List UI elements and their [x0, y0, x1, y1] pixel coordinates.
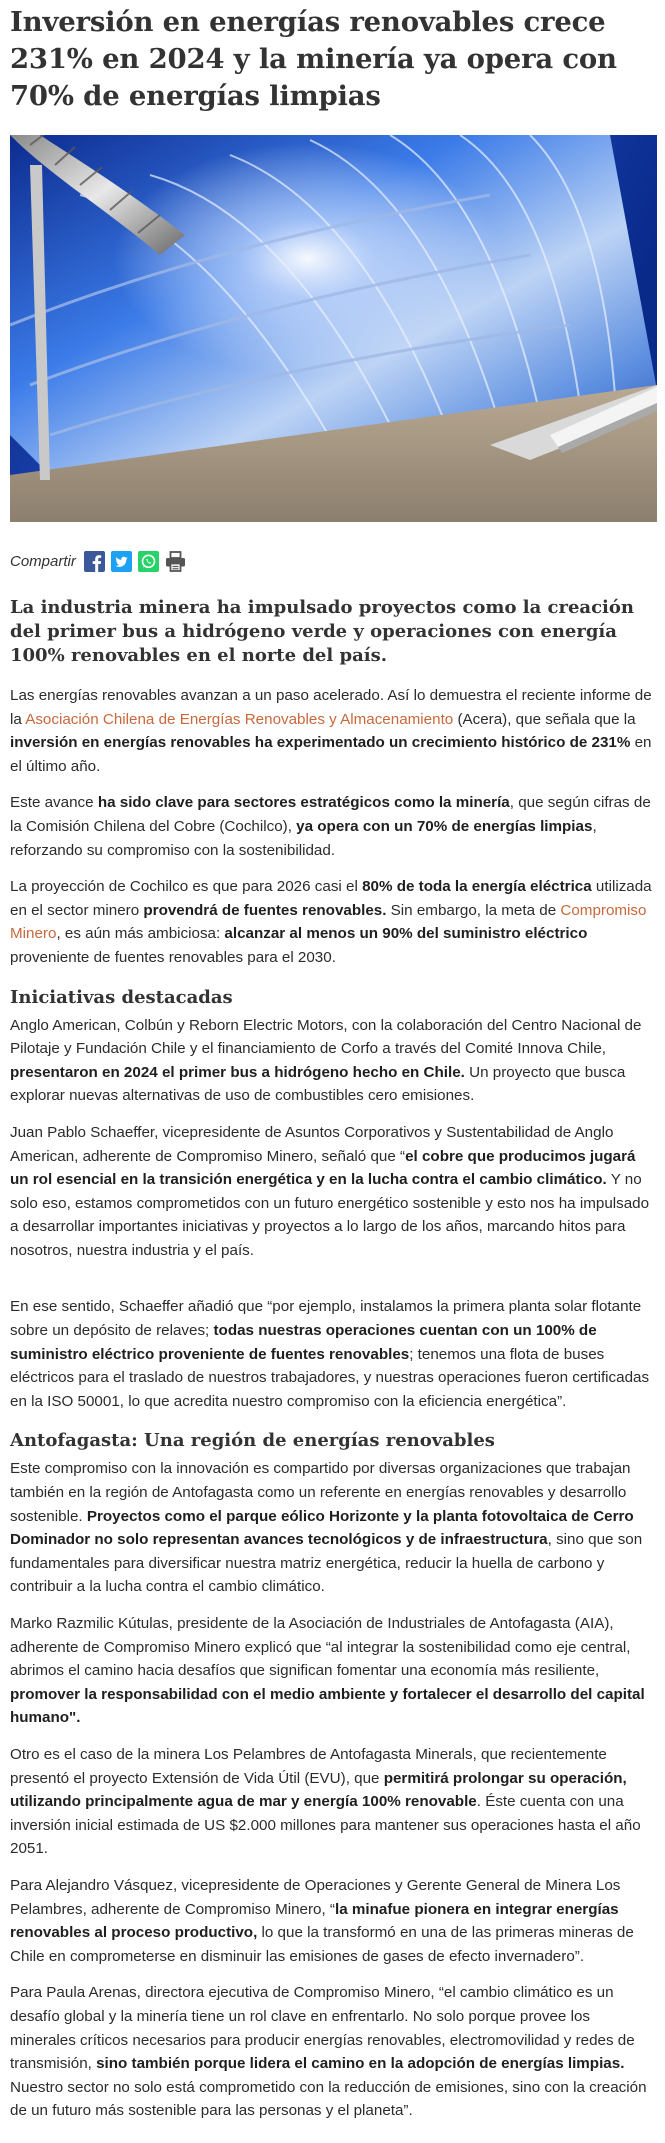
paragraph-1: Las energías renovables avanzan a un paso acelerado. Así lo demuestra el reciente informe de la Asociación Chilena de Energías Renovables y Almacenamiento (Acera), que señala que la inversión en energías renovables ha experimentado un crecimiento histórico de 231% en el último año. — [10, 687, 652, 775]
print-icon[interactable] — [165, 551, 186, 572]
paragraph-10: Para Alejandro Vásquez, vicepresidente de Operaciones y Gerente General de Minera Los Pelambres, adherente de Compromiso Minero, “la minafue pionera en integrar energías renovables al proceso productivo, lo que la transformó en una de las primeras mineras de Chile en comprometerse en disminuir las emisiones de gases de efecto invernadero”. — [10, 1876, 634, 1965]
paragraph-7: Este compromiso con la innovación es compartido por diversas organizaciones que trabajan también en la región de Antofagasta como un referente en energías renovables y desarrollo sostenible. Proyectos como el parque eólico Horizonte y la planta fotovoltaica de Cerro Dominador no solo representan avances tecnológicos y de infraestructura, sino que son fundamentales para diversificar nuestra matriz energética, reducir la huella de carbono y contribuir a la lucha contra el cambio climático. — [10, 1460, 643, 1596]
paragraph-3: La proyección de Cochilco es que para 2026 casi el 80% de toda la energía eléctrica utilizada en el sector minero provendrá de fuentes renovables. Sin embargo, la meta de Compromiso Minero, es aún más ambiciosa: alcanzar al menos un 90% del suministro eléctrico proveniente de fuentes renovables para el 2030. — [10, 878, 652, 966]
paragraph-5: Juan Pablo Schaeffer, vicepresidente de Asuntos Corporativos y Sustentabilidad de Anglo American, adherente de Compromiso Minero, señaló que “el cobre que producimos jugará un rol esencial en la transición energética y en la lucha contra el cambio climático. Y no solo eso, estamos comprometidos con un futuro energético sostenible y esto nos ha impulsado a desarrollar importantes iniciativas y proyectos a lo largo de los años, marcando hitos para nosotros, nuestra industria y el país. — [10, 1123, 650, 1259]
section-heading-antofagasta: Antofagasta: Una región de energías renovables — [10, 1430, 495, 1452]
article-lead: La industria minera ha impulsado proyectos como la creación del primer bus a hidrógeno verde y operaciones con energía 100% renovables en el norte del país. — [10, 597, 634, 666]
article-body — [10, 596, 655, 2136]
paragraph-8: Marko Razmilic Kútulas, presidente de la Asociación de Industriales de Antofagasta (AIA), adherente de Compromiso Minero explicó que “al integrar la sostenibilidad como eje central, abrimos el camino hacia desafíos que significan fomentar una economía más resiliente, promover la responsabilidad con el medio ambiente y fortalecer el desarrollo del capital humano". — [10, 1615, 645, 1727]
paragraph-4: Anglo American, Colbún y Reborn Electric Motors, con la colaboración del Centro Nacional de Pilotaje y Fundación Chile y el financiamiento de Corfo a través del Comité Innova Chile, presentaron en 2024 el primer bus a hidrógeno hecho en Chile. Un proyecto que busca explorar nuevas alternativas de uso de combustibles cero emisiones. — [10, 1016, 642, 1105]
article-title: Inversión en energías renovables crece 231% en 2024 y la minería ya opera con 70% de energías limpias — [10, 6, 617, 112]
twitter-icon[interactable] — [111, 551, 132, 572]
whatsapp-icon[interactable] — [138, 551, 159, 572]
share-bar — [10, 548, 192, 574]
hero-image — [10, 135, 657, 522]
solar-collector-photo — [10, 135, 657, 522]
compromiso-minero-link[interactable]: Compromiso Minero — [10, 901, 647, 943]
paragraph-11: Para Paula Arenas, directora ejecutiva de Compromiso Minero, “el cambio climático es un desafío global y la minería tiene un rol clave en enfrentarlo. No solo porque provee los minerales críticos necesarios para producir energías renovables, electromovilidad y redes de transmisión, sino también porque lidera el camino en la adopción de energías limpias. Nuestro sector no solo está comprometido con la reducción de emisiones, sino con la creación de un futuro más sostenible para las personas y el planeta”. — [10, 1984, 647, 2120]
share-label: Compartir — [10, 552, 76, 570]
paragraph-9: Otro es el caso de la minera Los Pelambres de Antofagasta Minerals, que recientemente presentó el proyecto Extensión de Vida Útil (EVU), que permitirá prolongar su operación, utilizando principalmente agua de mar y energía 100% renovable. Éste cuenta con una inversión inicial estimada de US $2.000 millones para mantener sus operaciones hasta el año 2051. — [10, 1745, 641, 1858]
facebook-icon[interactable] — [84, 551, 105, 572]
paragraph-2: Este avance ha sido clave para sectores estratégicos como la minería, que según cifras de la Comisión Chilena del Cobre (Cochilco), ya opera con un 70% de energías limpias, reforzando su compromiso con la sostenibilidad. — [10, 794, 651, 859]
paragraph-6: En ese sentido, Schaeffer añadió que “por ejemplo, instalamos la primera planta solar flotante sobre un depósito de relaves; todas nuestras operaciones cuentan con un 100% de suministro eléctrico proveniente de fuentes renovables; tenemos una flota de buses eléctricos para el traslado de nuestros trabajadores, y nuestras operaciones fueron certificadas en la ISO 50001, lo que acredita nuestro compromiso con la eficiencia energética”. — [10, 1298, 650, 1410]
acera-link[interactable]: Asociación Chilena de Energías Renovables y Almacenamiento — [25, 710, 454, 728]
section-heading-iniciativas: Iniciativas destacadas — [10, 986, 233, 1008]
